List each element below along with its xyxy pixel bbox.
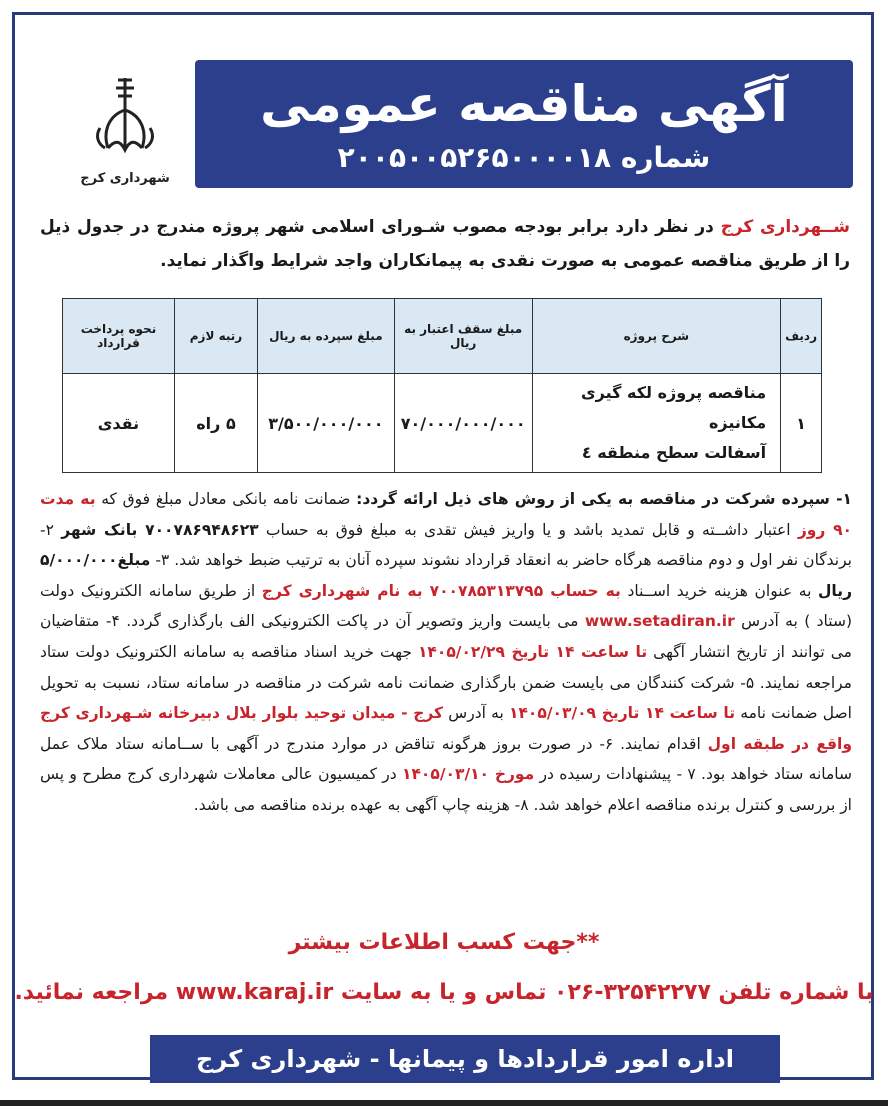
desc-line-1: مناقصه پروژه لکه گیری مکانیزه [580,383,767,432]
cond-7-b: در کمیسیون عالی معاملات شهرداری کرج مطرح و پس از بررسی و کنترل برنده مناقصه اعلام خواهد شد. ۸- هزینه چاپ آگهی به عهده برنده مناقصه می باشد. [40,765,852,814]
cond-3-a: ۳- [150,551,170,570]
page-title: آگهی مناقصه عمومی [260,75,788,133]
cond-4-b: جهت خرید اسناد مناقصه به سامانه الکترونیک دولت ستاد مراجعه نمایند. ۵- شرکت کنندگان می بایست ضمن بارگذاری ضمانت نامه شرکت در مناقصه در سامانه ستاد، نسبت به تحویل اصل ضمانت نامه [40,642,852,723]
col-grade: رتبه لازم [174,299,257,374]
cond-1-account: ۷۰۰۷۸۶۹۴۸۶۲۳ بانک شهر [61,520,259,539]
col-payment: نحوه پرداخت قرارداد [63,299,175,374]
logo [70,70,180,190]
projects-table [62,298,822,473]
cell-description [532,374,781,473]
cond-2: ۲- برندگان نفر اول و دوم مناقصه هرگاه حاضر به انعقاد قرارداد نشوند سپرده آنان به ترتیب ضبط خواهد شد. [40,520,852,570]
conditions-text [40,484,852,821]
tender-number: شماره ۲۰۰۵۰۰۵۲۶۵۰۰۰۰۱۸ [337,141,711,174]
cond-1-duration: به مدت ۹۰ روز [40,490,852,539]
desc-line-2: آسفالت سطح منطقه ٤ [581,443,767,462]
cond-5-b: به آدرس [443,704,510,723]
bottom-divider [0,1100,888,1106]
cell-deposit: ۳/۵۰۰/۰۰۰/۰۰۰ [258,374,395,473]
intro-paragraph [40,210,850,278]
cond-1-text: ضمانت نامه بانکی معادل مبلغ فوق که [95,490,357,508]
col-index: ردیف [781,299,822,374]
cond-5-address: کرج - میدان توحید بلوار بلال دبیرخانه شـهرداری کرج واقع در طبقه اول [40,704,853,753]
intro-text: در نظر دارد برابر بودجه مصوب شـوراى اسلامى شهر پروژه مندرج در جدول ذیل را از طریق مناقصه عمومی به صورت نقدی به پیمانکاران واجد شرایط واگذار نماید. [40,217,850,271]
col-credit: مبلغ سقف اعتبار به ریال [394,299,532,374]
org-name: شــهرداری کرج [720,217,851,237]
header-banner [195,60,853,188]
cond-1-text-2: اعتبار داشــته و قابل تمدید باشد و یا واریز فیش تقدی به مبلغ فوق به حساب [258,520,798,539]
cell-payment: نقدی [63,374,175,473]
karaj-emblem-icon [90,70,160,165]
cell-grade: ۵ راه [174,374,257,473]
setad-link[interactable]: www.setadiran.ir [584,612,735,631]
contact-heading: **جهت کسب اطلاعات بیشتر [288,930,600,955]
cond-5-c: اقدام نمایند. ۶- در صورت بروز هرگونه تناقض در موارد مندرج در آگهی با ســامانه ستاد ملاک عمل سامانه ستاد خواهد بود. ۷ - پیشنهادات رسیده در [40,734,853,784]
table-header-row [63,299,822,374]
footer-banner: اداره امور قراردادها و پیمانها - شهرداری کرج [150,1035,780,1083]
col-deposit: مبلغ سپرده به ریال [258,299,395,374]
cond-4-deadline: تا ساعت ۱۴ تاریخ ۱۴۰۵/۰۲/۲۹ [417,642,648,661]
cond-3-c: از طریق سامانه الکترونیک دولت (ستاد ) به آدرس [40,581,852,631]
contact-line: با شماره تلفن ۳۲۵۴۲۲۷۷-۰۲۶ تماس و یا به سایت www.karaj.ir مراجعه نمائید. [14,980,874,1005]
cond-3-b: به عنوان هزینه خرید اســناد [620,581,818,600]
table-row [63,374,822,473]
cond-7-date: مورخ ۱۴۰۵/۰۳/۱۰ [402,765,535,784]
cond-1-head: ۱- سپرده شرکت در مناقصه به یکی از روش های ذیل ارائه گردد: [356,490,852,508]
logo-caption: شهرداری کرج [80,171,170,186]
cond-3-fee: مبلغ۵/۰۰۰/۰۰۰ ریال [40,551,852,600]
cond-3-d: می بایست واریز وتصویر آن در پاکت الکترونیکی الف بارگذاری گردد. ۴- متقاضیان می توانند از تاریخ انتشار آگهی [40,612,852,661]
cond-3-account: به حساب ۷۰۰۷۸۵۳۱۳۷۹۵ به نام شهرداری کرج [261,581,621,600]
cond-5-deadline: تا ساعت ۱۴ تاریخ ۱۴۰۵/۰۳/۰۹ [509,704,736,723]
cell-credit: ۷۰/۰۰۰/۰۰۰/۰۰۰ [394,374,532,473]
col-description: شرح پروژه [532,299,781,374]
cell-index: ۱ [781,374,822,473]
